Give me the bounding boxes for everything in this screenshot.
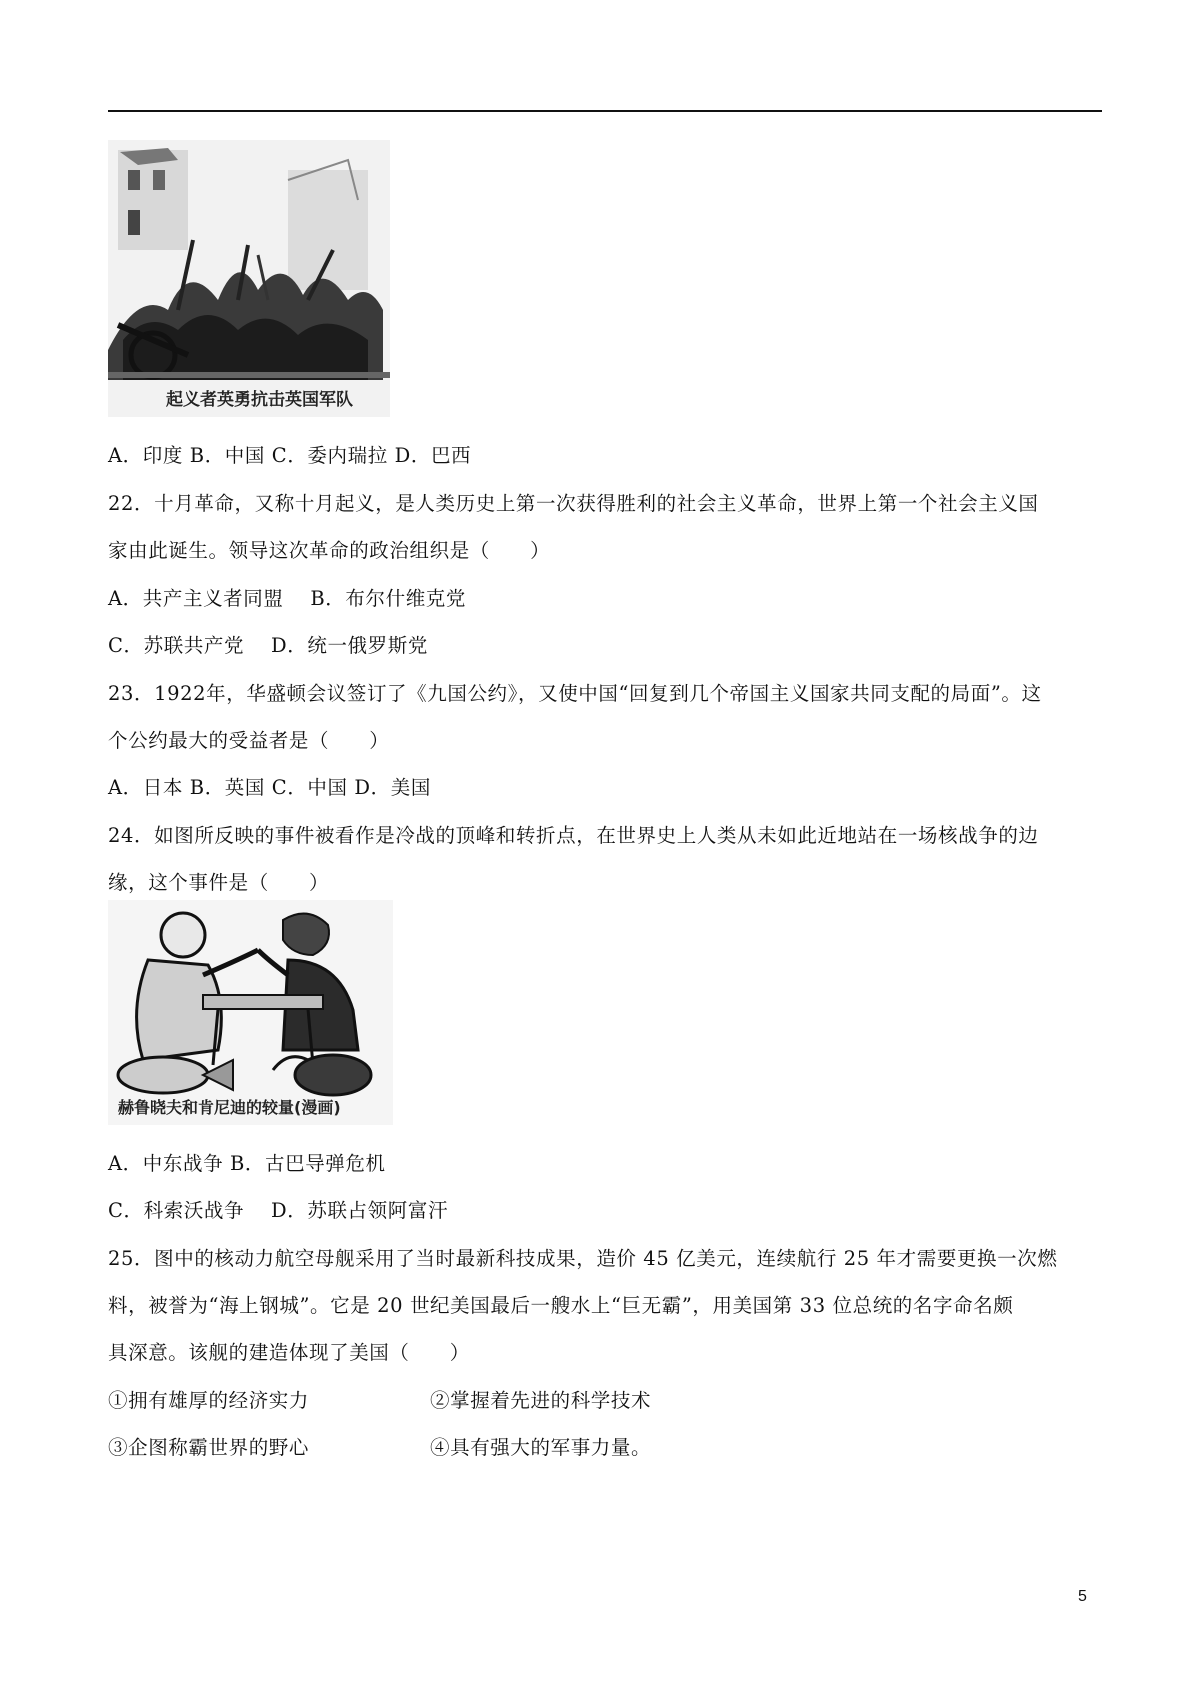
q23-stem-line1: 23．1922年，华盛顿会议签订了《九国公约》，又使中国“回复到几个帝国主义国家共同支配的局面”。这 bbox=[108, 682, 1042, 705]
q22-stem-line1: 22．十月革命，又称十月起义，是人类历史上第一次获得胜利的社会主义革命，世界上第一个社会主义国 bbox=[108, 492, 1039, 515]
q23-stem-line2: 个公约最大的受益者是（ ） bbox=[108, 729, 390, 752]
q24-stem-line2: 缘，这个事件是（ ） bbox=[108, 871, 330, 894]
q25-item-2: ②掌握着先进的科学技术 bbox=[430, 1389, 652, 1412]
q22-stem-line2: 家由此诞生。领导这次革命的政治组织是（ ） bbox=[108, 539, 551, 562]
q24-options-row1: A．中东战争 B．古巴导弹危机 bbox=[108, 1152, 386, 1175]
q25-stem-line3: 具深意。该舰的建造体现了美国（ ） bbox=[108, 1341, 470, 1364]
figure2-caption: 赫鲁晓夫和肯尼迪的较量(漫画) bbox=[118, 1098, 341, 1117]
q21-options: A．印度 B．中国 C．委内瑞拉 D．巴西 bbox=[108, 444, 472, 467]
khrushchev-kennedy-cartoon bbox=[108, 900, 393, 1125]
q25-stem-line1: 25．图中的核动力航空母舰采用了当时最新科技成果，造价 45 亿美元，连续航行 25 年才需要更换一次燃 bbox=[108, 1247, 1058, 1270]
q22-options-row1: A．共产主义者同盟 B．布尔什维克党 bbox=[108, 587, 467, 610]
q25-item-4: ④具有强大的军事力量。 bbox=[430, 1436, 652, 1459]
uprising-drawing bbox=[108, 140, 390, 417]
header-rule bbox=[108, 110, 1102, 112]
q25-item-3: ③企图称霸世界的野心 bbox=[108, 1436, 310, 1459]
uprising-illustration bbox=[108, 140, 390, 417]
cartoon-drawing bbox=[108, 900, 393, 1125]
q24-options-row2: C．科索沃战争 D．苏联占领阿富汗 bbox=[108, 1199, 449, 1222]
q22-options-row2: C．苏联共产党 D．统一俄罗斯党 bbox=[108, 634, 428, 657]
q25-stem-line2: 料，被誉为“海上钢城”。它是 20 世纪美国最后一艘水上“巨无霸”，用美国第 33 位总统的名字命名颇 bbox=[108, 1294, 1014, 1317]
page-number: 5 bbox=[1078, 1588, 1087, 1605]
figure1-caption: 起义者英勇抗击英国军队 bbox=[166, 390, 353, 410]
q23-options: A．日本 B．英国 C．中国 D．美国 bbox=[108, 776, 431, 799]
q25-item-1: ①拥有雄厚的经济实力 bbox=[108, 1389, 310, 1412]
q24-stem-line1: 24．如图所反映的事件被看作是冷战的顶峰和转折点，在世界史上人类从未如此近地站在一场核战争的边 bbox=[108, 824, 1039, 847]
